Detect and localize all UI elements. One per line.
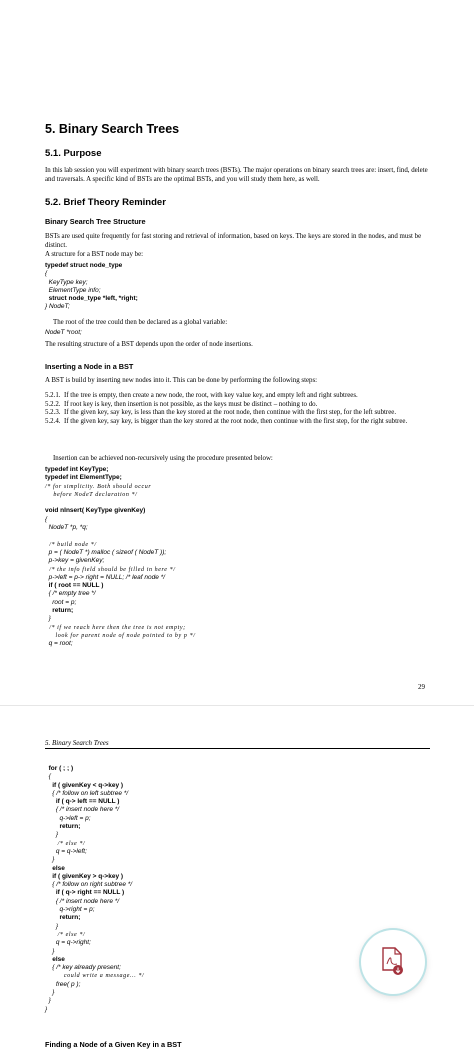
root-paragraph: The root of the tree could then be declared as a global variable: xyxy=(53,319,228,326)
code-line: { xyxy=(45,515,48,523)
code-line: return; xyxy=(45,914,81,922)
code-line: { xyxy=(45,773,51,781)
code-line: before NodeT declaration */ xyxy=(45,491,138,498)
code-line: if ( q-> left == NULL ) xyxy=(45,798,120,806)
step-text: If the given key, say key, is bigger than the key stored at the root node, then continue with the first step, for the right subtree. xyxy=(64,417,408,425)
code-line xyxy=(45,532,195,540)
code-line: q = root; xyxy=(45,640,73,648)
code-line: else xyxy=(45,955,65,963)
code-line: { xyxy=(45,270,48,278)
code-line: p->key = givenKey; xyxy=(45,557,105,565)
purpose-paragraph: In this lab session you will experiment with binary search trees (BSTs). The major operations on binary search trees are: insert, find, delete and traversals. A specific kind of BSTs are the optimal BSTs, and you will study them here, as well. xyxy=(45,167,428,183)
pdf-action-button[interactable] xyxy=(361,930,425,994)
step-number: 5.2.4. xyxy=(45,417,61,425)
code-line: NodeT *p, *q; xyxy=(45,524,88,532)
code-line: /* else */ xyxy=(45,931,86,938)
code-line: free( p ); xyxy=(45,980,81,988)
code-line: } xyxy=(45,1005,48,1013)
code-line: } xyxy=(45,922,59,930)
code-line: else xyxy=(45,864,65,872)
code-line: { /* follow on right subtree */ xyxy=(45,881,133,889)
insertion-intro: Insertion can be achieved non-recursively using the procedure presented below: xyxy=(53,455,273,462)
code-line: /* else */ xyxy=(45,840,86,847)
section-5-2-title: 5.2. Brief Theory Reminder xyxy=(45,197,166,208)
code-line: p = ( NodeT *) malloc ( sizeof ( NodeT )); xyxy=(45,548,167,556)
code-line: KeyType key; xyxy=(45,278,88,286)
insertion-steps-list xyxy=(45,392,433,426)
code-line: could write a message... */ xyxy=(45,973,145,980)
code-line: for ( ; ; ) xyxy=(45,765,74,772)
code-line: } xyxy=(45,615,51,623)
step-text: If the given key, say key, is less than the key stored at the root node, then continue with the first step, for the left subtree. xyxy=(64,409,397,417)
code-line: } xyxy=(45,831,59,839)
insert-code-block-1 xyxy=(45,466,195,649)
code-line: if ( root == NULL ) xyxy=(45,582,104,590)
code-line: { /* follow on left subtree */ xyxy=(45,789,129,797)
page-number: 29 xyxy=(418,683,425,691)
running-head: 5. Binary Search Trees xyxy=(45,739,430,749)
code-line: { /* key already present; xyxy=(45,964,121,972)
bst-structure-paragraph: BSTs are used quite frequently for fast storing and retrieval of information, based on keys. The keys are stored in the nodes, and must be distinct. xyxy=(45,233,422,249)
list-item xyxy=(45,392,433,401)
code-line: /* if we reach here then the tree is not empty; xyxy=(45,624,186,631)
code-line: return; xyxy=(45,607,74,615)
step-number: 5.2.3. xyxy=(45,409,61,417)
bst-structure-heading: Binary Search Tree Structure xyxy=(45,217,146,226)
code-line: /* for simplicity. Both should occur xyxy=(45,483,152,490)
code-line: if ( q-> right == NULL ) xyxy=(45,889,125,897)
code-line: /* build node */ xyxy=(45,541,97,548)
bst-node-intro: A structure for a BST node may be: xyxy=(45,251,144,258)
code-line: return; xyxy=(45,823,81,831)
result-paragraph: The resulting structure of a BST depends upon the order of node insertions. xyxy=(45,341,253,348)
chapter-title: 5. Binary Search Trees xyxy=(45,122,180,136)
code-line: } xyxy=(45,856,55,864)
code-line: } NodeT; xyxy=(45,303,70,311)
code-line: typedef int KeyType; xyxy=(45,466,109,473)
code-line: q = q->right; xyxy=(45,939,91,947)
code-line: } xyxy=(45,989,55,997)
list-item xyxy=(45,401,433,410)
pdf-document-icon xyxy=(379,946,407,978)
code-line: look for parent node of node pointed to by p */ xyxy=(45,632,196,639)
root-declaration: NodeT *root; xyxy=(45,329,82,336)
code-line: } xyxy=(45,947,55,955)
step-text: If root key is key, then insertion is not possible, as the keys must be distinct – nothing to do. xyxy=(64,400,318,408)
code-line: q->left = p; xyxy=(45,814,91,822)
code-line: q = q->left; xyxy=(45,847,87,855)
code-line: { /* insert node here */ xyxy=(45,897,120,905)
code-line: { /* insert node here */ xyxy=(45,806,120,814)
code-line: if ( givenKey < q->key ) xyxy=(45,781,124,789)
code-line: p->left = p-> right = NULL; /* leaf node */ xyxy=(45,573,165,581)
code-line: struct node_type *left, *right; xyxy=(45,295,138,303)
code-line: if ( givenKey > q->key ) xyxy=(45,872,124,880)
code-line: { /* empty tree */ xyxy=(45,590,96,598)
finding-node-heading: Finding a Node of a Given Key in a BST xyxy=(45,1040,182,1049)
code-line: q->right = p; xyxy=(45,906,95,914)
inserting-node-heading: Inserting a Node in a BST xyxy=(45,362,134,371)
section-5-1-title: 5.1. Purpose xyxy=(45,148,102,159)
list-item xyxy=(45,418,433,427)
code-line: /* the info field should be filled in here */ xyxy=(45,566,176,573)
code-line xyxy=(45,499,195,507)
code-line: typedef struct node_type xyxy=(45,262,123,269)
list-item xyxy=(45,409,433,418)
struct-code-block xyxy=(45,262,138,312)
inserting-paragraph: A BST is build by inserting new nodes into it. This can be done by performing the following steps: xyxy=(45,377,318,384)
code-line: typedef int ElementType; xyxy=(45,474,122,482)
step-number: 5.2.1. xyxy=(45,392,61,399)
code-line: ElementType info; xyxy=(45,286,101,294)
code-line: void nInsert( KeyType givenKey) xyxy=(45,507,146,515)
step-number: 5.2.2. xyxy=(45,400,61,408)
code-line: } xyxy=(45,997,51,1005)
code-line: root = p; xyxy=(45,598,77,606)
insert-code-block-2 xyxy=(45,765,144,1014)
step-text: If the tree is empty, then create a new node, the root, with key value key, and empty left and right subtrees. xyxy=(64,392,358,399)
